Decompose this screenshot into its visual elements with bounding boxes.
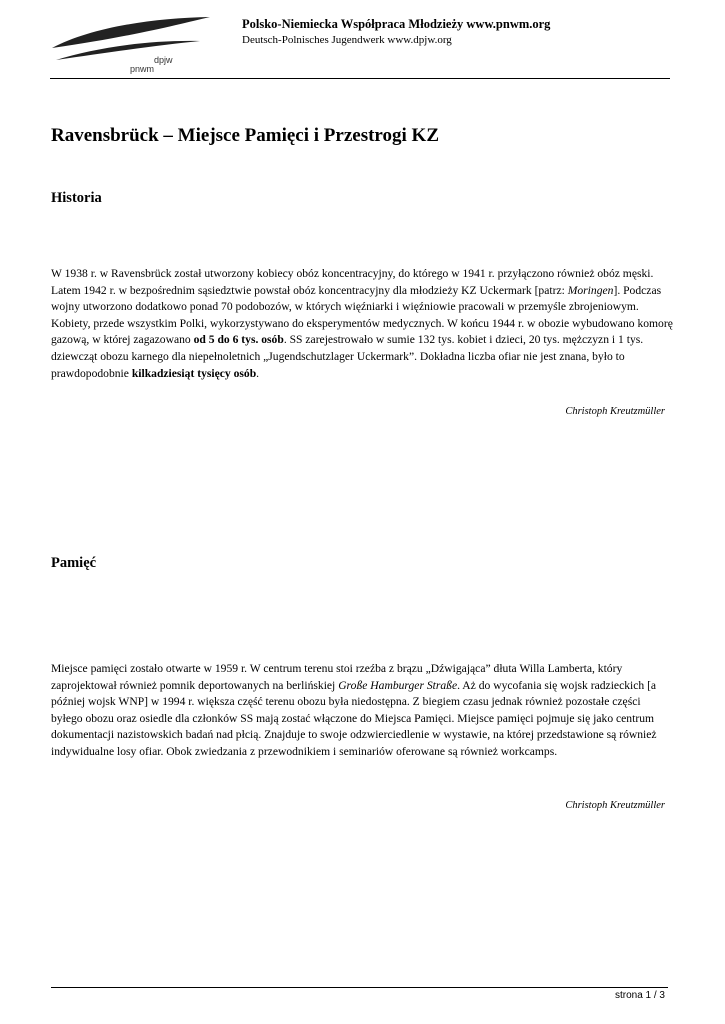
dpjw-pnwm-logo (50, 14, 240, 78)
page-number: strona 1 / 3 (614, 990, 665, 1001)
header-line-pnwm: Polsko-Niemiecka Współpraca Młodzieży www.pnwm.org (242, 17, 551, 31)
text-run-italic: Große Hamburger Straße (338, 678, 458, 692)
text-run-normal: Miejsce pamięci zostało otwarte w 1959 r. W centrum terenu stoi rzeźba z brązu „Dźwigająca” dłuta Willa Lamberta, który zaprojektował również pomnik deportowanych na berlińskiej (51, 662, 623, 692)
text-run-normal: . (256, 366, 260, 380)
section-paragraph-pamiec (51, 661, 673, 761)
logo-text-dpjw: dpjw (154, 55, 173, 65)
author-pamiec: Christoph Kreutzmüller (565, 800, 665, 811)
header-divider (50, 78, 670, 79)
section-heading-historia: Historia (51, 190, 102, 206)
section-heading-pamiec: Pamięć (51, 555, 97, 571)
text-run-normal: . Aż do wycofania się wojsk radzieckich [a później wojsk WNP] w 1994 r. większa część terenu obozu była niedostępna. Z biegiem czasu jednak również pozostałe części byłego obozu oraz osiedle dla członków SS mają zostać włączone do Miejsca Pamięci. Miejsce pamięci pojmuje się jako centrum dokumentacji nazistowskich badań nad płcią. Znajduje to swoje odzwierciedlenie w wystawie, na której przedstawione są również indywidualne losy ofiar. Obok zwiedzania z przewodnikiem i seminariów oferowane są również workcamps. (51, 678, 657, 758)
text-run-normal: W 1938 r. w Ravensbrück został utworzony kobiecy obóz koncentracyjny, do którego w 1941 r. przyłączono również obóz męski. Latem 1942 r. w bezpośrednim sąsiedztwie powstał obóz koncentracyjny dla młodzieży KZ Uckermark [patrz: (51, 267, 654, 297)
header-line-dpjw: Deutsch-Polnisches Jugendwerk www.dpjw.org (242, 34, 452, 46)
section-paragraph-historia (51, 266, 673, 382)
text-run-bold: kilkadziesiąt tysięcy osób (131, 366, 257, 380)
footer-divider (51, 987, 668, 988)
author-historia: Christoph Kreutzmüller (565, 406, 665, 417)
logo-text-pnwm: pnwm (130, 64, 155, 74)
text-run-normal: ]. Podczas wojny utworzono dodatkowo ponad 70 podobozów, w których więźniarki i więźniowie pracowali w przemyśle zbrojeniowym. Kobiety, przede wszystkim Polki, wykorzystywano do eksperymentów medycznych. W końcu 1944 r. w obozie wybudowano komorę gazową, w której zagazowano (51, 283, 673, 347)
text-run-bold: od 5 do 6 tys. osób (193, 333, 284, 347)
text-run-italic: Moringen (567, 283, 614, 297)
text-run-normal: . SS zarejestrowało w sumie 132 tys. kobiet i dzieci, 20 tys. mężczyzn i 1 tys. dziewcząt obozu karnego dla niepełnoletnich „Jugendschutzlager Uckermark”. Dokładna liczba ofiar nie jest znana, było to prawdopodobnie (51, 333, 644, 380)
page-header (50, 10, 670, 80)
header-text (242, 16, 672, 48)
page-title: Ravensbrück – Miejsce Pamięci i Przestrogi KZ (51, 125, 439, 146)
